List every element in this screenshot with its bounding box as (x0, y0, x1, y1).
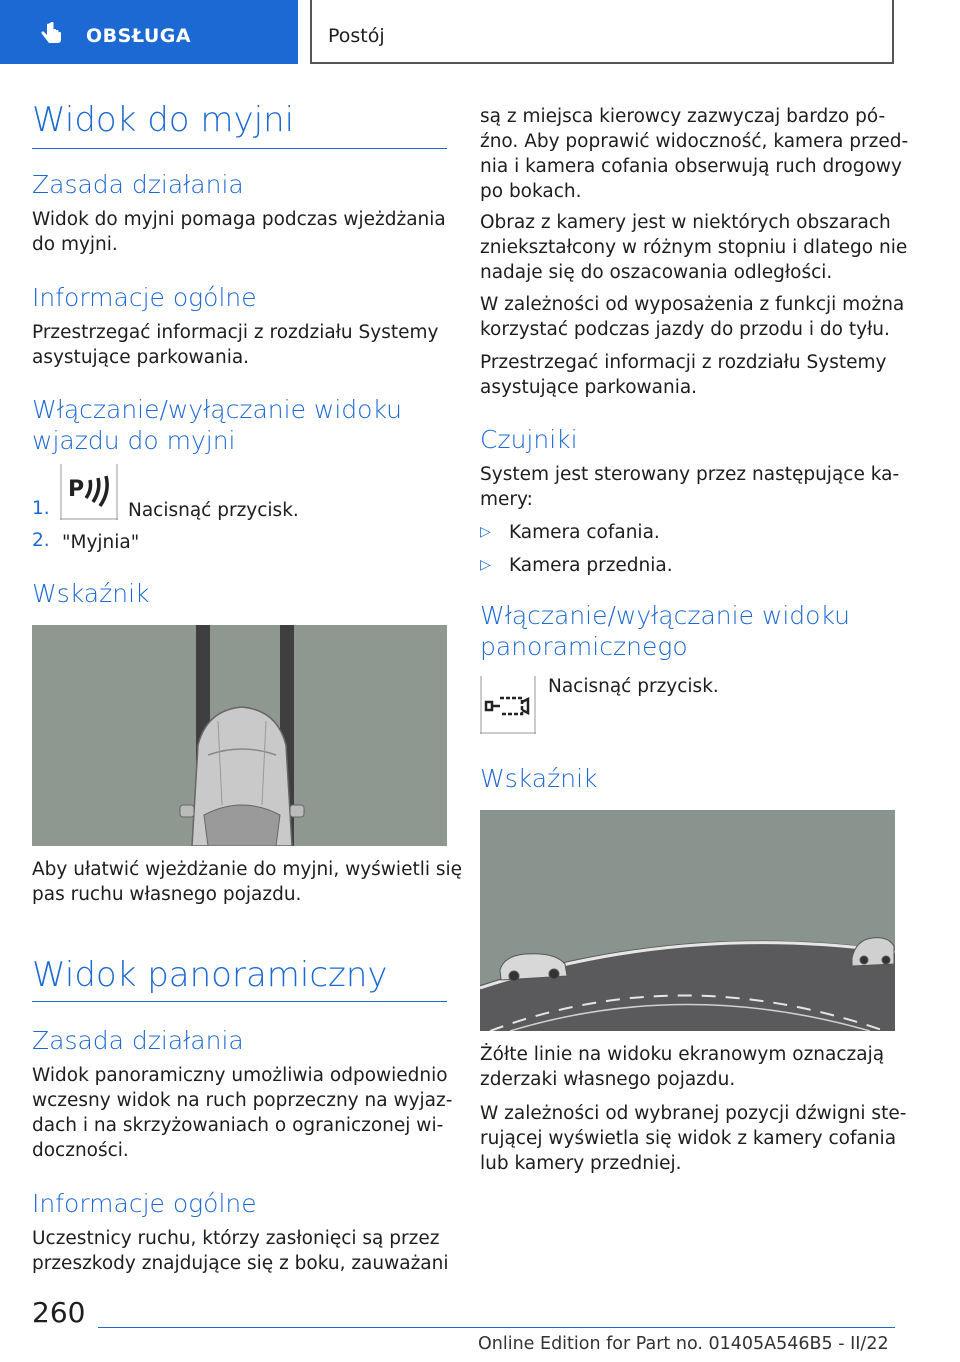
heading-indicator: Wskaźnik (480, 764, 598, 793)
bullet-arrow-icon: ▷ (480, 524, 491, 540)
press-button-text: Nacisnąć przycisk. (548, 676, 719, 697)
carwash-view-image (32, 625, 447, 846)
heading-rule (32, 148, 447, 149)
section-tab (0, 0, 298, 64)
step-text: Nacisnąć przycisk. (128, 500, 299, 521)
svg-text:P: P (68, 477, 85, 502)
heading-onoff-carwash: Włączanie/wyłączanie widoku wjazdu do myjni (32, 395, 403, 455)
step-number: 2. (32, 530, 50, 551)
paragraph-sensors: System jest sterowany przez następujące ka- mery: (480, 464, 900, 510)
heading-carwash-view: Widok do myjni (32, 100, 295, 140)
parking-sensor-button-icon (60, 464, 118, 520)
bullet-item: Kamera przednia. (509, 555, 673, 576)
heading-principle: Zasada działania (32, 170, 244, 199)
paragraph-general-info-panorama: Uczestnicy ruchu, którzy zasłonięci są przez przeszkody znajdujące się z boku, zauważani (32, 1228, 449, 1274)
panorama-camera-button-icon (480, 676, 536, 734)
chapter-title: Postój (328, 25, 385, 47)
paragraph-distortion: Obraz z kamery jest w niektórych obszarach zniekształcony w różnym stopniu i dlatego nie nadaje się do oszacowania odległości. (480, 212, 908, 283)
heading-sensors: Czujniki (480, 425, 578, 454)
section-title: OBSŁUGA (86, 25, 192, 47)
paragraph-continued: są z miejsca kierowcy zazwyczaj bardzo pó- źno. Aby poprawić widoczność, kamera przed- nia i kamera cofania obserwują ruch drogowy po bokach. (480, 106, 909, 202)
paragraph-indicator: Aby ułatwić wjeżdżanie do myjni, wyświetli się pas ruchu własnego pojazdu. (32, 859, 463, 905)
paragraph-depending: W zależności od wybranej pozycji dźwigni ste- rującej wyświetla się widok z kamery cofania lub kamery przedniej. (480, 1103, 907, 1174)
panorama-view-image (480, 810, 895, 1031)
heading-general-info: Informacje ogólne (32, 283, 257, 312)
car-left (500, 954, 567, 981)
heading-general-info: Informacje ogólne (32, 1189, 257, 1218)
paragraph-principle: Widok do myjni pomaga podczas wjeżdżania do myjni. (32, 209, 446, 255)
heading-indicator: Wskaźnik (32, 579, 150, 608)
page-number: 260 (32, 1296, 86, 1329)
step-text: "Myjnia" (62, 532, 140, 553)
heading-rule (32, 1001, 447, 1002)
heading-principle: Zasada działania (32, 1026, 244, 1055)
paragraph-general-info: Przestrzegać informacji z rozdziału Systemy asystujące parkowania. (32, 322, 439, 368)
bullet-item: Kamera cofania. (509, 522, 660, 543)
footer-rule (98, 1327, 895, 1328)
bullet-arrow-icon: ▷ (480, 557, 491, 573)
paragraph-observe: Przestrzegać informacji z rozdziału Systemy asystujące parkowania. (480, 352, 887, 398)
heading-onoff-panorama: Włączanie/wyłączanie widoku panoramicznego (480, 601, 851, 661)
heading-panorama-view: Widok panoramiczny (32, 955, 388, 995)
edition-text: Online Edition for Part no. 01405A546B5 - II/22 (478, 1334, 889, 1354)
paragraph-equipment: W zależności od wyposażenia z funkcji można korzystać podczas jazdy do przodu i do tyłu. (480, 294, 905, 340)
chapter-tab (310, 0, 894, 64)
hand-pointer-icon (38, 22, 64, 48)
paragraph-yellow-lines: Żółte linie na widoku ekranowym oznaczają zderzaki własnego pojazdu. (480, 1044, 885, 1090)
paragraph-principle-panorama: Widok panoramiczny umożliwia odpowiednio wczesny widok na ruch poprzeczny na wyjaz- dach i na skrzyżowaniach o ograniczonej wi- doczności. (32, 1065, 453, 1161)
step-number: 1. (32, 498, 50, 519)
